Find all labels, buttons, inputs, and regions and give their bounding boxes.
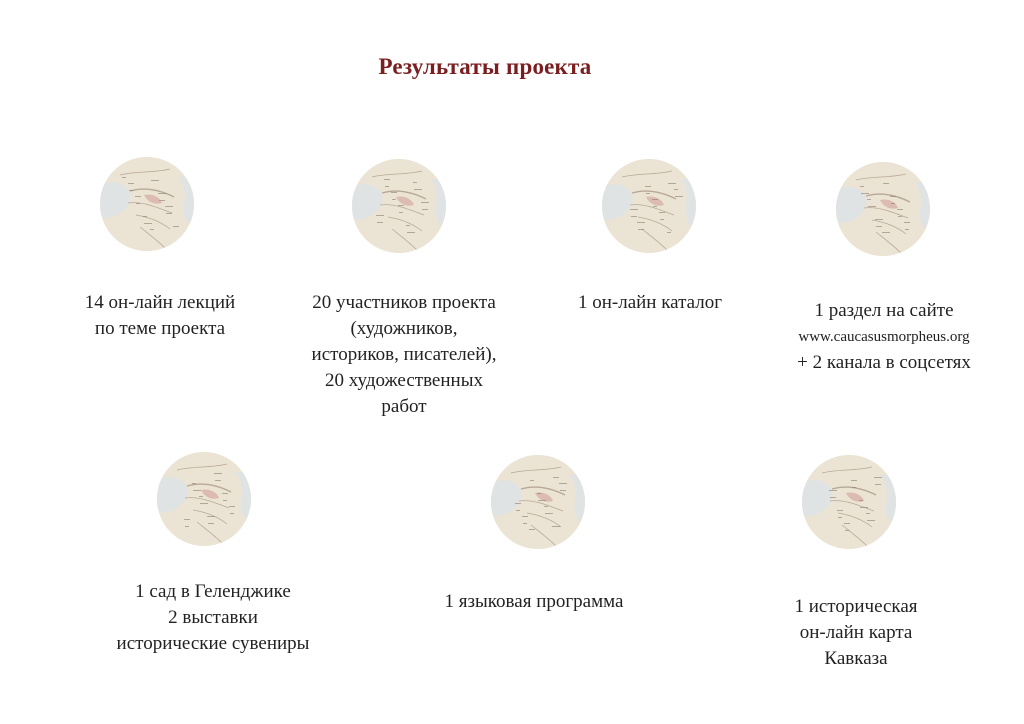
- caption-line: (художников,: [350, 318, 458, 339]
- caption-line: по теме проекта: [94, 318, 226, 339]
- caption-line: 14 он-лайн лекций: [84, 292, 236, 313]
- caption-line: + 2 канала в соцсетях: [797, 352, 971, 373]
- caucasus-map-icon: [491, 455, 585, 549]
- caption-line: 20 участников проекта: [312, 292, 496, 313]
- caucasus-map-icon: [100, 157, 194, 251]
- result-caption-participants: [282, 290, 526, 420]
- caption-line: работ: [381, 396, 427, 417]
- caucasus-map-icon: [157, 452, 251, 546]
- caption-line: 20 художественных: [325, 370, 483, 391]
- result-caption-garden: [92, 579, 334, 657]
- result-caption-website: [764, 298, 1004, 376]
- result-caption-map: [736, 594, 976, 672]
- caption-line: историков, писателей),: [311, 344, 497, 365]
- website-url: www.caucasusmorpheus.org: [798, 329, 970, 345]
- caption-line: 1 сад в Геленджике: [135, 581, 291, 602]
- result-caption-language: [414, 589, 654, 615]
- caption-line: 1 историческая: [794, 596, 918, 617]
- result-caption-catalog: [540, 290, 760, 316]
- result-caption-lectures: [40, 290, 280, 342]
- caption-line: 2 выставки: [168, 607, 258, 628]
- caucasus-map-icon: [602, 159, 696, 253]
- caucasus-map-icon: [836, 162, 930, 256]
- caucasus-map-icon: [802, 455, 896, 549]
- caption-line: 1 раздел на сайте: [814, 300, 954, 321]
- caption-line: исторические сувениры: [116, 633, 310, 654]
- page-title: Результаты проекта: [378, 54, 592, 79]
- caption-line: 1 он-лайн каталог: [577, 292, 723, 313]
- caption-line: 1 языковая программа: [444, 591, 624, 612]
- caption-line: Кавказа: [824, 648, 888, 669]
- caucasus-map-icon: [352, 159, 446, 253]
- caption-line: он-лайн карта: [799, 622, 913, 643]
